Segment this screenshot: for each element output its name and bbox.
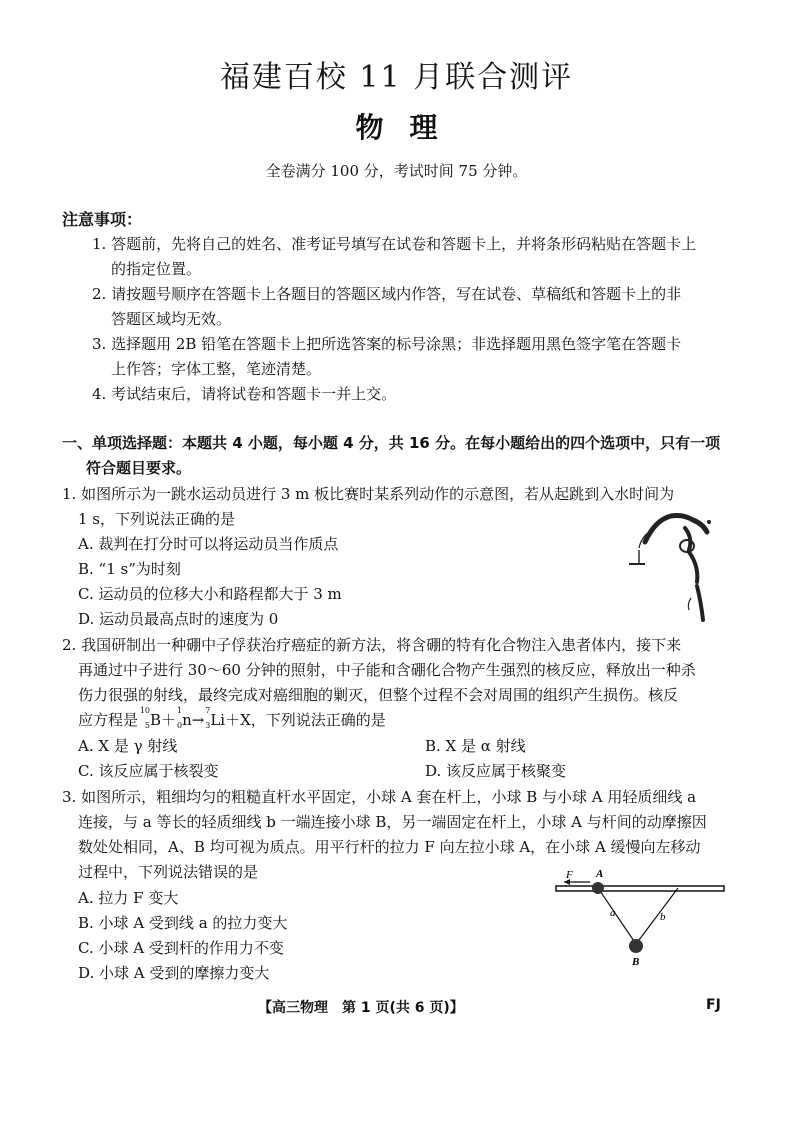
section-heading-cont: 符合题目要求。 [86,459,192,477]
q2-option-c: C. 该反应属于核裂变 [78,762,219,780]
neutron-nuclide: 1 0 [176,706,183,730]
ball-a [592,882,604,894]
string-a [598,888,636,944]
footer-code: FJ [706,997,721,1013]
q3-stem: 3. 如图所示，粗细均匀的粗糙直杆水平固定，小球 A 套在杆上，小球 B 与小球 A 用轻质细线 a [62,788,697,806]
notice-heading: 注意事项： [62,210,143,229]
q1-option-b: B. “1 s”为时刻 [78,560,181,578]
q1-stem: 1. 如图所示为一跳水运动员进行 3 m 板比赛时某系列动作的示意图，若从起跳到入水时间为 [62,485,675,503]
notice-line: 3. 选择题用 2B 铅笔在答题卡上把所选答案的标号涂黑；非选择题用黑色签字笔在答题卡 [92,335,682,353]
notice-line: 上作答；字体工整，笔迹清楚。 [111,360,322,378]
q3-option-b: B. 小球 A 受到线 a 的拉力变大 [78,914,288,932]
lithium-nuclide: 7 3 [205,706,211,730]
q2-option-a: A. X 是 γ 射线 [78,737,178,755]
q3-option-a: A. 拉力 F 变大 [78,889,179,907]
section-heading: 一、单项选择题：本题共 4 小题，每小题 4 分，共 16 分。在每小题给出的四个选项中，只有一项 [62,434,721,452]
q2-equation-prefix: 应方程是 [78,711,139,729]
q1-stem-cont: 1 s，下列说法正确的是 [78,510,236,528]
string-b [636,888,678,944]
q2-equation-line: 应方程是 10 5 B＋ 1 0 n→ 7 3 Li＋X，下列说法正确的是 [78,706,386,730]
score-info: 全卷满分 100 分，考试时间 75 分钟。 [265,162,528,180]
label-B: B [632,956,640,968]
label-F: F [566,869,573,881]
notice-line: 4. 考试结束后，请将试卷和答题卡一并上交。 [92,385,397,403]
q2-stem: 2. 我国研制出一种硼中子俘获治疗癌症的新方法，将含硼的特有化合物注入患者体内，接下来 [62,636,682,654]
exam-title: 福建百校 11 月联合测评 [219,60,574,95]
q3-option-c: C. 小球 A 受到杆的作用力不变 [78,939,284,957]
q3-option-d: D. 小球 A 受到的摩擦力变大 [78,964,270,982]
q2-stem-cont: 伤力很强的射线，最终完成对癌细胞的剿灭，但整个过程不会对周围的组织产生损伤。核反 [78,686,679,704]
page-footer: 【高三物理 第 1 页(共 6 页)】 [258,1000,464,1016]
q3-stem-cont: 过程中，下列说法错误的是 [78,863,259,881]
q1-option-c: C. 运动员的位移大小和路程都大于 3 m [78,585,342,603]
q2-equation-suffix: ，下列说法正确的是 [250,711,386,729]
q3-stem-cont: 连接，与 a 等长的轻质细线 b 一端连接小球 B，另一端固定在杆上，小球 A 与杆间的动摩擦因 [78,813,707,831]
q2-stem-cont: 再通过中子进行 30～60 分钟的照射，中子能和含硼化合物产生强烈的核反应，释放出一种杀 [78,661,696,679]
subject-title: 物理 [355,111,464,144]
horizontal-rod [556,886,724,891]
label-b: b [660,911,666,923]
boron-nuclide: 10 5 [139,706,151,730]
label-A: A [596,868,604,880]
notice-line: 1. 答题前，先将自己的姓名、准考证号填写在试卷和答题卡上，并将条形码粘贴在答题卡上 [92,235,697,253]
q2-option-d: D. 该反应属于核聚变 [425,762,567,780]
q1-option-d: D. 运动员最高点时的速度为 0 [78,610,279,628]
notice-line: 的指定位置。 [111,260,202,278]
q1-option-a: A. 裁判在打分时可以将运动员当作质点 [78,535,339,553]
q2-option-b: B. X 是 α 射线 [425,737,526,755]
ball-b [629,939,643,953]
diver-figure [625,506,725,626]
rod-balls-figure [550,868,730,968]
notice-line: 答题区域均无效。 [111,310,232,328]
label-a: a [610,907,616,919]
notice-line: 2. 请按题号顺序在答题卡上各题目的答题区域内作答，写在试卷、草稿纸和答题卡上的非 [92,285,682,303]
q3-stem-cont: 数处处相同，A、B 均可视为质点。用平行杆的拉力 F 向左拉小球 A，在小球 A 缓慢向左移动 [78,838,701,856]
